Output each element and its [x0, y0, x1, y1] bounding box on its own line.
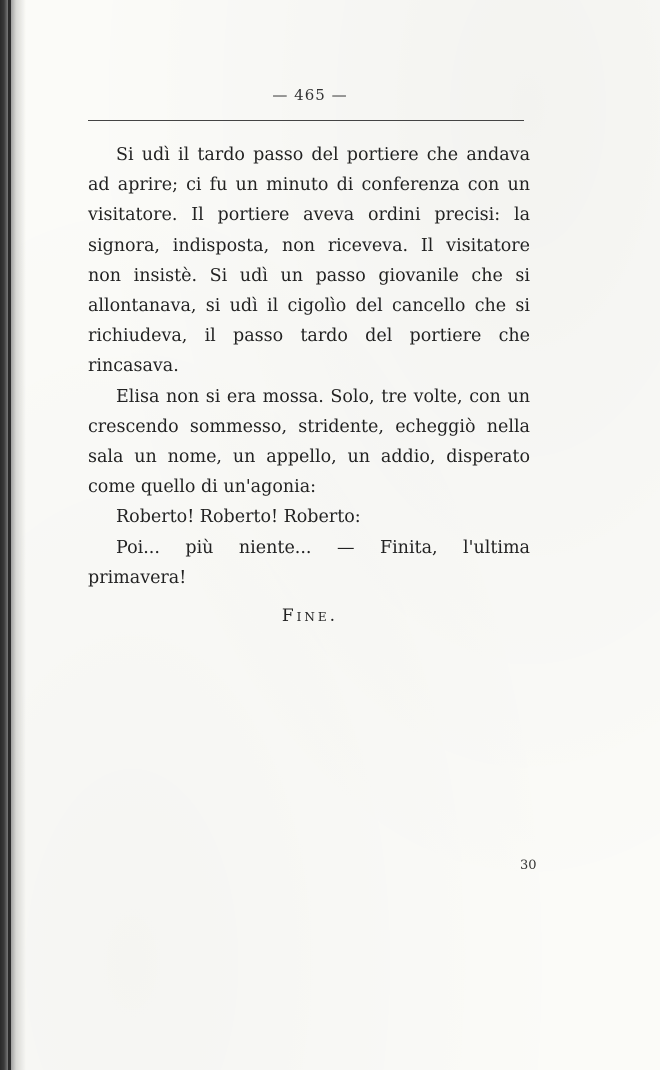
paragraph: Si udì il tardo passo del portiere che andava ad aprire; ci fu un minuto di conferenza con un visitatore. Il portiere aveva ordini precisi: la signora, indisposta, non riceveva. Il visitatore non insistè. Si udì un passo giovanile che si allontanava, si udì il cigolìo del cancello che si richiudeva, il passo tardo del portiere che rincasava.: [88, 145, 530, 377]
page-number: — 465 —: [272, 86, 348, 104]
paragraph: Roberto! Roberto! Roberto:: [116, 507, 361, 528]
ending-label: Fine.: [281, 606, 339, 626]
body-text: [88, 140, 530, 593]
signature-mark: 30: [520, 858, 537, 873]
header-rule: [88, 120, 524, 121]
binding-edge: [0, 0, 26, 1070]
binding-line: [8, 0, 11, 1070]
paragraph: Elisa non si era mossa. Solo, tre volte, con un crescendo sommesso, stridente, echeggiò nella sala un nome, un appello, un addio, disperato come quello di un'agonia:: [88, 386, 530, 498]
paragraph: Poi... più niente... — Finita, l'ultima primavera!: [88, 537, 530, 588]
